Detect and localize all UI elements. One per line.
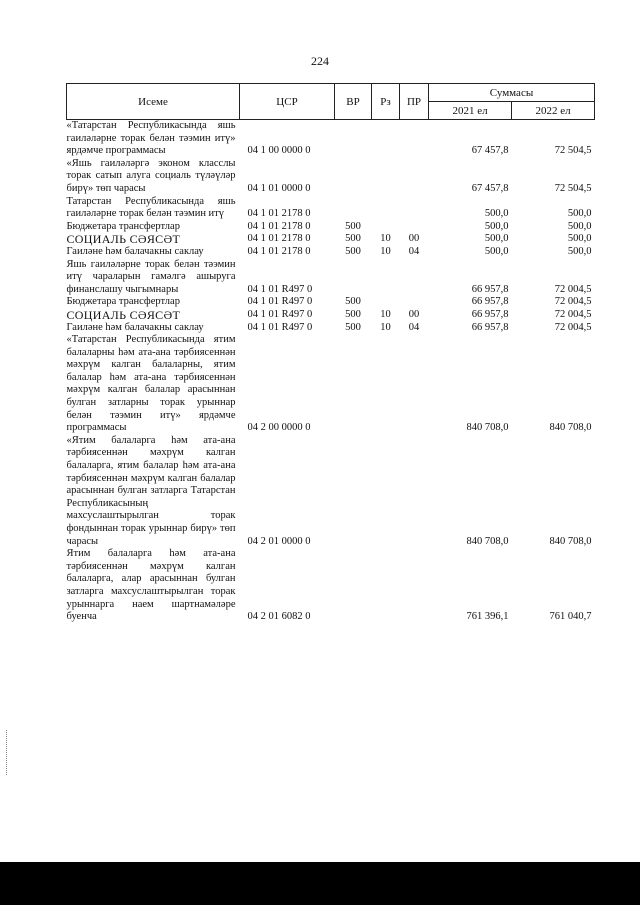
row-vr (335, 548, 372, 624)
row-vr (335, 120, 372, 158)
row-sum-2022: 72 004,5 (554, 296, 592, 308)
row-sum-2021: 66 957,8 (471, 296, 509, 308)
table-row (67, 548, 595, 624)
row-pr (400, 259, 429, 297)
scan-margin-marks (6, 730, 8, 775)
table-row (67, 233, 595, 246)
row-vr (335, 435, 372, 548)
page-number: 224 (311, 54, 329, 68)
row-sum-2021: 500,0 (484, 220, 509, 232)
header-year-2021: 2021 ел (429, 102, 512, 120)
row-sum-2022: 500,0 (567, 245, 592, 257)
row-vr: 500 (345, 296, 361, 308)
row-name: «Татарстан Республикасында ятим балаларны һәм ата-ана тәрбиясеннән мәхрүм калган балаларны, ятим балалар һәм ата-ана тәрбиясеннән мәхрүм калган балалар арасыннан булган затларны торак урыннар белән тәэмин итү» ярдәмче программасы (66, 334, 236, 434)
row-sum-2022: 72 504,5 (554, 145, 592, 157)
row-vr (335, 334, 372, 435)
row-vr (335, 158, 372, 196)
row-name: Татарстан Республикасында яшь гаиләләрне торак белән тәэмин итү (66, 195, 236, 220)
header-pr: ПР (400, 84, 429, 120)
row-rz: 10 (380, 321, 391, 333)
row-name: «Татарстан Республикасында яшь гаиләләрне торак белән тәэмин итү» ярдәмче программасы (66, 120, 236, 157)
row-pr: 04 (408, 321, 420, 333)
row-name: СОЦИАЛЬ СӘЯСӘТ (66, 307, 181, 322)
row-name: Гаиләне һәм балачакны саклау (66, 245, 204, 257)
row-vr: 500 (345, 233, 361, 245)
row-csr-code: 04 1 00 0000 0 (247, 145, 311, 157)
row-csr-code: 04 1 01 2178 0 (247, 233, 311, 245)
row-name: «Яшь гаиләләргә эконом класслы торак сатып алуга социаль түләүләр бирү» төп чарасы (66, 157, 236, 194)
row-csr-code: 04 1 01 R497 0 (247, 308, 313, 320)
row-vr: 500 (345, 308, 361, 320)
row-sum-2022: 500,0 (567, 220, 592, 232)
table-row (67, 158, 595, 196)
row-sum-2022: 500,0 (567, 208, 592, 220)
table-row (67, 120, 595, 158)
row-sum-2021: 66 957,8 (471, 283, 509, 295)
table-body (67, 120, 595, 624)
row-rz (372, 196, 400, 221)
row-pr (400, 296, 429, 309)
row-rz: 10 (380, 308, 391, 320)
row-vr: 500 (345, 220, 361, 232)
row-vr (335, 259, 372, 297)
row-pr (400, 221, 429, 234)
row-name: Бюджетара трансфертлар (66, 220, 180, 232)
row-sum-2021: 66 957,8 (471, 308, 509, 320)
row-sum-2021: 66 957,8 (471, 321, 509, 333)
row-rz (372, 158, 400, 196)
table-row (67, 322, 595, 335)
row-csr-code: 04 2 01 6082 0 (247, 611, 311, 623)
row-csr-code: 04 1 01 0000 0 (247, 182, 311, 194)
row-pr (400, 435, 429, 548)
table-row (67, 246, 595, 259)
row-sum-2021: 500,0 (484, 233, 509, 245)
row-sum-2021: 67 457,8 (471, 182, 509, 194)
row-sum-2022: 840 708,0 (549, 535, 592, 547)
header-rz: Рз (372, 84, 400, 120)
row-rz: 10 (380, 245, 391, 257)
row-csr-code: 04 1 01 2178 0 (247, 245, 311, 257)
row-sum-2022: 72 004,5 (554, 321, 592, 333)
row-csr-code: 04 1 01 2178 0 (247, 220, 311, 232)
header-csr: ЦСР (240, 84, 335, 120)
row-sum-2022: 72 504,5 (554, 182, 592, 194)
row-csr-code: 04 1 01 2178 0 (247, 208, 311, 220)
row-pr (400, 334, 429, 435)
row-sum-2022: 500,0 (567, 233, 592, 245)
row-vr: 500 (345, 245, 361, 257)
header-name: Исеме (67, 84, 240, 120)
row-sum-2021: 67 457,8 (471, 145, 509, 157)
table-row (67, 334, 595, 435)
row-name: СОЦИАЛЬ СӘЯСӘТ (66, 232, 181, 247)
table-row (67, 259, 595, 297)
row-name: Бюджетара трансфертлар (66, 296, 180, 308)
row-sum-2021: 840 708,0 (466, 422, 509, 434)
row-name: Яшь гаиләләрне торак белән тәэмин итү чараларын гамәлгә ашыруга финанслашу чыгымнары (66, 258, 236, 295)
scan-bottom-border (0, 862, 640, 905)
table-row (67, 435, 595, 548)
row-csr-code: 04 1 01 R497 0 (247, 321, 313, 333)
table-row (67, 309, 595, 322)
row-pr (400, 158, 429, 196)
row-csr-code: 04 2 00 0000 0 (247, 422, 311, 434)
budget-table (66, 83, 595, 624)
row-sum-2021: 840 708,0 (466, 535, 509, 547)
header-sums: Суммасы (429, 84, 595, 102)
row-pr: 00 (408, 308, 420, 320)
row-rz (372, 334, 400, 435)
row-rz (372, 296, 400, 309)
row-rz (372, 548, 400, 624)
row-rz (372, 259, 400, 297)
row-csr-code: 04 2 01 0000 0 (247, 535, 311, 547)
row-csr-code: 04 1 01 R497 0 (247, 283, 313, 295)
row-sum-2022: 840 708,0 (549, 422, 592, 434)
row-rz (372, 221, 400, 234)
row-pr (400, 120, 429, 158)
row-rz: 10 (380, 233, 391, 245)
row-pr (400, 196, 429, 221)
row-rz (372, 120, 400, 158)
row-sum-2022: 761 040,7 (549, 611, 592, 623)
row-pr (400, 548, 429, 624)
row-pr: 04 (408, 245, 420, 257)
row-sum-2022: 72 004,5 (554, 308, 592, 320)
row-name: Гаиләне һәм балачакны саклау (66, 321, 204, 333)
row-vr (335, 196, 372, 221)
row-sum-2021: 500,0 (484, 245, 509, 257)
row-name: «Ятим балаларга һәм ата-ана тәрбиясеннән мәхрүм калган балаларга, ятим балалар һәм ата-ана тәрбиясеннән мәхрүм калган балалар арасыннан булган затларга Татарстан Республикасының махсуслаштырылган торак фондыннан торак урыннар бирү» төп чарасы (66, 434, 236, 547)
row-vr: 500 (345, 321, 361, 333)
row-name: Ятим балаларга һәм ата-ана тәрбиясеннән мәхрүм калган балаларга, алар арасыннан булган затларга махсуслаштырылган торак урыннарга наем шартнамәләре буенча (66, 548, 236, 623)
row-sum-2022: 72 004,5 (554, 283, 592, 295)
row-sum-2021: 761 396,1 (466, 611, 509, 623)
header-vr: ВР (335, 84, 372, 120)
row-pr: 00 (408, 233, 420, 245)
row-rz (372, 435, 400, 548)
row-sum-2021: 500,0 (484, 208, 509, 220)
header-year-2022: 2022 ел (512, 102, 595, 120)
row-csr-code: 04 1 01 R497 0 (247, 296, 313, 308)
table-row (67, 196, 595, 221)
